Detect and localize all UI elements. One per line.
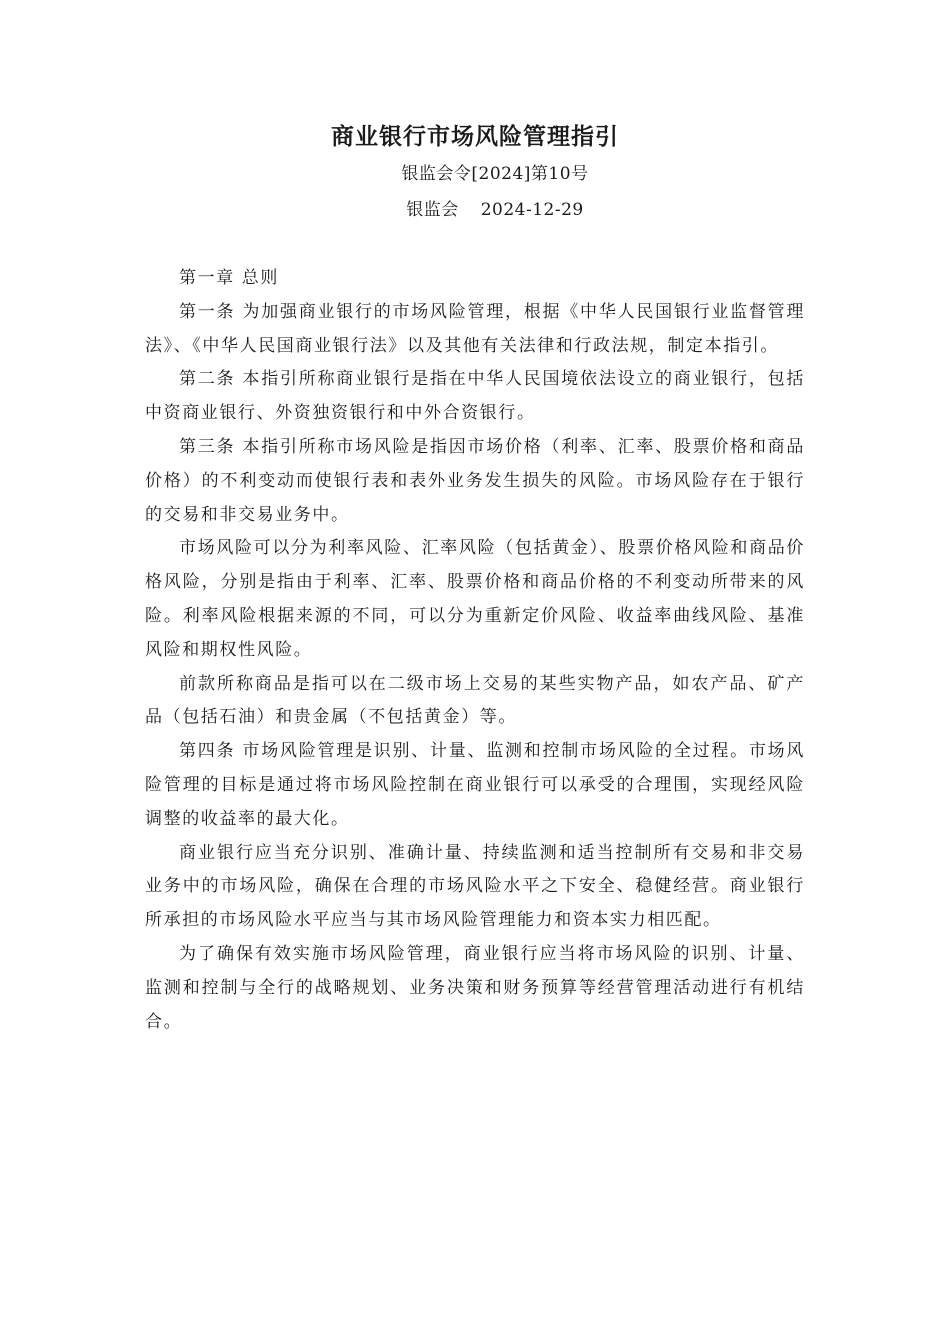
- article-4-clause-identification: 商业银行应当充分识别、准确计量、持续监测和适当控制所有交易和非交易业务中的市场风险，确保在合理的市场风险水平之下安全、稳健经营。商业银行所承担的市场风险水平应当与其市场风险管理能力和资本实力相匹配。: [145, 842, 805, 931]
- chapter-heading: 第一章 总则: [179, 268, 280, 288]
- article-3: 第三条 本指引所称市场风险是指因市场价格（利率、汇率、股票价格和商品价格）的不利变动而使银行表和表外业务发生损失的风险。市场风险存在于银行的交易和非交易业务中。: [145, 436, 805, 525]
- article-3-clause-commodities: 前款所称商品是指可以在二级市场上交易的某些实物产品，如农产品、矿产品（包括石油）和贵金属（不包括黄金）等。: [145, 673, 805, 728]
- article-4-clause-integration: 为了确保有效实施市场风险管理，商业银行应当将市场风险的识别、计量、监测和控制与全行的战略规划、业务决策和财务预算等经营管理活动进行有机结合。: [145, 943, 805, 1032]
- article-4: 第四条 市场风险管理是识别、计量、监测和控制市场风险的全过程。市场风险管理的目标是通过将市场风险控制在商业银行可以承受的合理围，实现经风险调整的收益率的最大化。: [145, 741, 805, 829]
- document-number: 银监会令[2024]第10号: [401, 164, 589, 184]
- article-1: 第一条 为加强商业银行的市场风险管理，根据《中华人民国银行业监督管理法》、《中华人民国商业银行法》以及其他有关法律和行政法规，制定本指引。: [145, 301, 805, 356]
- issue-date: 2024-12-29: [480, 200, 584, 220]
- document-title: 商业银行市场风险管理指引: [331, 123, 619, 150]
- issuer-date-line: [0, 198, 950, 222]
- issuer: 银监会: [406, 200, 459, 220]
- document-body: [145, 262, 805, 1039]
- article-2: 第二条 本指引所称商业银行是指在中华人民国境依法设立的商业银行，包括中资商业银行、外资独资银行和中外合资银行。: [145, 369, 805, 424]
- article-3-clause-risk-types: 市场风险可以分为利率风险、汇率风险（包括黄金）、股票价格风险和商品价格风险，分别是指由于利率、汇率、股票价格和商品价格的不利变动所带来的风险。利率风险根据来源的不同，可以分为重新定价风险、收益率曲线风险、基准风险和期权性风险。: [145, 538, 805, 660]
